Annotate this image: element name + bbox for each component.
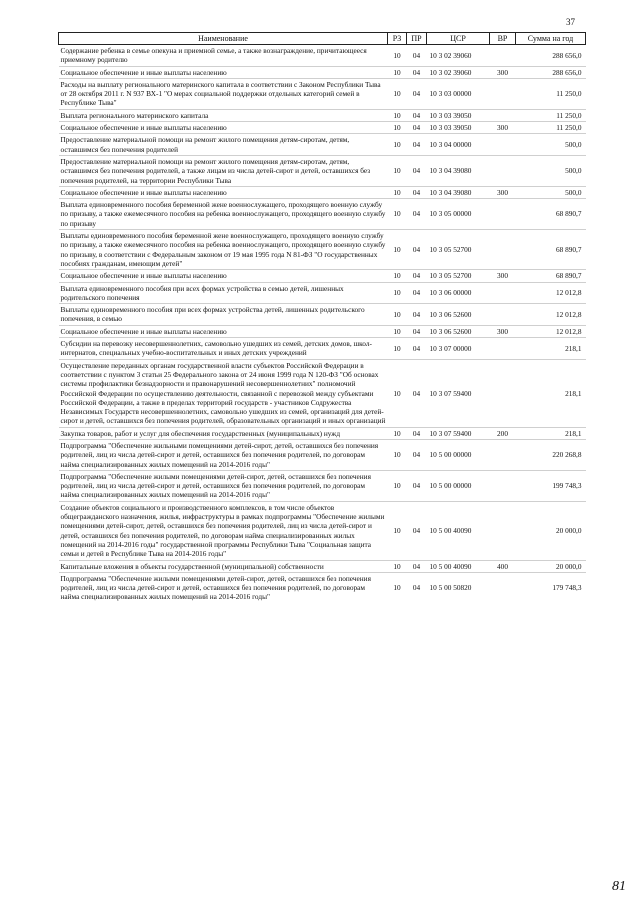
row-vr xyxy=(490,304,516,326)
header-rz: РЗ xyxy=(388,33,407,45)
row-sum: 288 656,0 xyxy=(516,66,586,78)
row-csr: 10 3 03 39050 xyxy=(427,109,490,121)
row-pr: 04 xyxy=(407,427,427,439)
row-pr: 04 xyxy=(412,50,421,60)
row-vr: 400 xyxy=(490,560,516,572)
row-rz: 10 xyxy=(388,134,407,156)
row-name: Расходы на выплату регионального материнского капитала в соответствии с Законом Республики Тыва от 28 октября 2011 г. N 937 ВХ-1 "О мерах социальной поддержки отдельных категорий семей в Республике Тыва" xyxy=(59,78,388,109)
row-pr: 04 xyxy=(407,439,427,470)
header-vr: ВР xyxy=(490,33,516,45)
row-name: Социальное обеспечение и иные выплаты населению xyxy=(59,325,388,337)
row-sum: 11 250,0 xyxy=(516,78,586,109)
row-rz: 10 xyxy=(388,427,407,439)
table-row xyxy=(59,155,586,186)
row-name: Выплата единовременного пособия беременной жене военнослужащего, проходящего военную службу по призыву, а также ежемесячного пособия на ребенка военнослужащего, проходящего военную службу по призыву xyxy=(59,199,388,230)
row-vr xyxy=(490,78,516,109)
row-vr xyxy=(490,155,516,186)
row-csr: 10 3 07 59400 xyxy=(427,427,490,439)
row-pr: 04 xyxy=(407,230,427,270)
row-vr xyxy=(490,338,516,360)
table-row xyxy=(59,304,586,326)
row-vr xyxy=(490,134,516,156)
row-rz: 10 xyxy=(388,155,407,186)
row-rz: 10 xyxy=(388,66,407,78)
row-pr: 04 xyxy=(407,109,427,121)
row-name: Выплата единовременного пособия при всех формах устройства в семью детей, лишенных родительского попечения xyxy=(59,282,388,304)
row-rz: 10 xyxy=(388,501,407,560)
row-rz: 10 xyxy=(388,439,407,470)
row-vr: 300 xyxy=(490,325,516,337)
row-rz: 10 xyxy=(388,109,407,121)
row-sum: 12 012,8 xyxy=(516,304,586,326)
row-sum: 11 250,0 xyxy=(516,122,586,134)
row-vr xyxy=(490,439,516,470)
row-name: Социальное обеспечение и иные выплаты населению xyxy=(59,122,388,134)
row-csr: 10 3 05 00000 xyxy=(427,199,490,230)
row-vr: 300 xyxy=(490,270,516,282)
row-pr: 04 xyxy=(407,199,427,230)
row-pr: 04 xyxy=(407,304,427,326)
row-csr: 10 3 04 39080 xyxy=(427,186,490,198)
row-csr: 10 3 04 39080 xyxy=(427,155,490,186)
row-csr: 10 3 04 00000 xyxy=(427,134,490,156)
row-name: Закупка товаров, работ и услуг для обеспечения государственных (муниципальных) нужд xyxy=(59,427,388,439)
row-sum: 20 000,0 xyxy=(516,501,586,560)
header-sum: Сумма на год xyxy=(516,33,586,45)
row-csr: 10 5 00 50820 xyxy=(427,572,490,602)
row-name: Социальное обеспечение и иные выплаты населению xyxy=(59,270,388,282)
row-rz: 10 xyxy=(388,122,407,134)
row-rz: 10 xyxy=(388,304,407,326)
page-number: 37 xyxy=(566,17,575,27)
row-csr: 10 3 07 00000 xyxy=(427,338,490,360)
row-name: Осуществление переданных органам государственной власти субъектов Российской Федерации в соответствии с пунктом 3 статьи 25 Федерального закона от 24 июня 1999 года N 120-ФЗ "Об основах системы профилактики безнадзорности и правонарушений несовершеннолетних" полномочий Российской Федерации по осуществлению деятельности, связанной с перевозкой между субъектами Российской Федерации, а также в пределах территорий государств - участников Содружества Независимых Государств несовершеннолетних, самовольно ушедших из семей, организаций для детей-сирот и детей, оставшихся без попечения родителей, образовательных организаций и иных организаций xyxy=(59,359,388,427)
row-pr: 04 xyxy=(407,270,427,282)
row-csr: 10 5 00 00000 xyxy=(427,470,490,501)
table-row xyxy=(59,427,586,439)
table-row xyxy=(59,199,586,230)
row-name: Создание объектов социального и производственного комплексов, в том числе объектов общегражданского назначения, жилья, инфраструктуры в рамках подпрограммы "Обеспечение жилыми помещениями детей-сирот, детей, оставшихся без попечения родителей, лиц из числа детей-сирот и детей, оставшихся без попечения родителей, по договорам найма специализированных жилых помещений на 2014-2016 годы" государственной программы Республики Тыва "Социальная защита семьи и детей в Республике Тыва на 2014-2016 годы" xyxy=(59,501,388,560)
row-pr: 04 xyxy=(407,470,427,501)
budget-table xyxy=(58,32,586,603)
row-sum: 288 656,0 xyxy=(552,50,582,60)
row-csr: 10 3 06 52600 xyxy=(427,325,490,337)
row-rz: 10 xyxy=(388,470,407,501)
table-row xyxy=(59,439,586,470)
table-row xyxy=(59,78,586,109)
row-rz: 10 xyxy=(388,78,407,109)
row-name: Предоставление материальной помощи на ремонт жилого помещения детям-сиротам, детям, оставшимся без попечения родителей, а также лицам из числа детей-сирот и детей, оставшихся без попечения родителей, на территории Республики Тыва xyxy=(59,155,388,186)
header-csr: ЦСР xyxy=(427,33,490,45)
header-pr: ПР xyxy=(407,33,427,45)
row-name: Выплаты единовременного пособия беременной жене военнослужащего, проходящего военную службу по призыву, а также ежемесячного пособия на ребенка военнослужащего, проходящего военную службу по призыву, в соответствии с Федеральным законом от 19 мая 1995 года N 81-ФЗ "О государственных пособиях гражданам, имеющим детей" xyxy=(59,230,388,270)
row-sum: 12 012,8 xyxy=(516,282,586,304)
row-sum: 179 748,3 xyxy=(516,572,586,602)
row-vr: 200 xyxy=(490,427,516,439)
row-name: Капитальные вложения в объекты государственной (муниципальной) собственности xyxy=(59,560,388,572)
row-name: Подпрограмма "Обеспечение жилыми помещениями детей-сирот, детей, оставшихся без попечения родителей, лиц из числа детей-сирот и детей, оставшихся без попечения родителей, по договорам найма специализированных жилых помещений на 2014-2016 годы" xyxy=(59,572,388,602)
row-sum: 199 748,3 xyxy=(516,470,586,501)
row-vr xyxy=(490,282,516,304)
row-pr: 04 xyxy=(407,66,427,78)
row-csr: 10 3 03 00000 xyxy=(427,78,490,109)
table-row xyxy=(59,109,586,121)
row-vr xyxy=(490,359,516,427)
row-name: Подпрограмма "Обеспечение жилыми помещениями детей-сирот, детей, оставшихся без попечения родителей, лиц из числа детей-сирот и детей, оставшихся без попечения родителей, по договорам найма специализированных жилых помещений на 2014-2016 годы" xyxy=(59,470,388,501)
row-sum: 218,1 xyxy=(516,359,586,427)
row-rz: 10 xyxy=(388,359,407,427)
table-row xyxy=(59,359,586,427)
row-vr xyxy=(490,230,516,270)
row-csr: 10 3 02 39060 xyxy=(427,66,490,78)
row-rz: 10 xyxy=(388,186,407,198)
table-body xyxy=(59,45,586,603)
row-vr xyxy=(490,199,516,230)
table-row xyxy=(59,282,586,304)
handwritten-page-mark: 81 xyxy=(612,879,626,894)
row-pr: 04 xyxy=(407,186,427,198)
row-vr: 300 xyxy=(490,186,516,198)
row-sum: 68 890,7 xyxy=(516,270,586,282)
row-pr: 04 xyxy=(407,122,427,134)
row-rz: 10 xyxy=(388,338,407,360)
row-pr: 04 xyxy=(407,78,427,109)
row-rz: 10 xyxy=(388,230,407,270)
row-csr: 10 3 06 00000 xyxy=(427,282,490,304)
table-row xyxy=(59,325,586,337)
row-rz: 10 xyxy=(388,270,407,282)
row-sum: 68 890,7 xyxy=(516,199,586,230)
row-sum: 20 000,0 xyxy=(516,560,586,572)
row-csr: 10 5 00 40090 xyxy=(427,560,490,572)
row-pr: 04 xyxy=(407,359,427,427)
row-csr: 10 3 05 52700 xyxy=(427,270,490,282)
row-csr: 10 3 07 59400 xyxy=(427,359,490,427)
row-name: Субсидии на перевозку несовершеннолетних, самовольно ушедших из семей, детских домов, школ-интернатов, специальных учебно-воспитательных и иных детских учреждений xyxy=(59,338,388,360)
row-csr: 10 5 00 40090 xyxy=(427,501,490,560)
table-row xyxy=(59,186,586,198)
row-sum: 68 890,7 xyxy=(516,230,586,270)
row-pr: 04 xyxy=(407,572,427,602)
row-name: Выплаты единовременного пособия при всех формах устройства детей, лишенных родительского попечения, в семью xyxy=(59,304,388,326)
row-vr xyxy=(490,45,516,67)
row-vr: 300 xyxy=(490,122,516,134)
row-vr xyxy=(490,470,516,501)
row-name: Социальное обеспечение и иные выплаты населению xyxy=(59,66,388,78)
row-sum: 500,0 xyxy=(516,134,586,156)
row-csr: 10 3 06 52600 xyxy=(427,304,490,326)
row-name: Подпрограмма "Обеспечение жильными помещениями детей-сирот, детей, оставшихся без попечения родителей, лиц из числа детей-сирот и детей, оставшихся без попечения родителей, по договорам найма специализированных жилых помещений на 2014-2016 годы" xyxy=(59,439,388,470)
row-pr: 04 xyxy=(407,325,427,337)
row-rz: 10 xyxy=(388,560,407,572)
row-pr: 04 xyxy=(407,338,427,360)
table-row xyxy=(59,45,586,67)
table-row xyxy=(59,66,586,78)
row-csr: 10 3 02 39060 xyxy=(429,50,472,60)
row-rz: 10 xyxy=(388,325,407,337)
row-vr xyxy=(490,572,516,602)
table-row xyxy=(59,338,586,360)
table-row xyxy=(59,572,586,602)
row-name: Предоставление материальной помощи на ремонт жилого помещения детям-сиротам, детям, оставшимся без попечения родителей xyxy=(59,134,388,156)
table-row xyxy=(59,134,586,156)
row-pr: 04 xyxy=(407,282,427,304)
row-vr xyxy=(490,501,516,560)
row-sum: 11 250,0 xyxy=(516,109,586,121)
row-sum: 500,0 xyxy=(516,186,586,198)
row-pr: 04 xyxy=(407,501,427,560)
row-pr: 04 xyxy=(407,560,427,572)
row-vr: 300 xyxy=(490,66,516,78)
table-row xyxy=(59,122,586,134)
row-name: Выплата регионального материнского капитала xyxy=(59,109,388,121)
row-pr: 04 xyxy=(407,155,427,186)
row-csr: 10 3 03 39050 xyxy=(427,122,490,134)
table-row xyxy=(59,470,586,501)
row-sum: 12 012,8 xyxy=(516,325,586,337)
table-row xyxy=(59,230,586,270)
row-sum: 500,0 xyxy=(516,155,586,186)
row-sum: 220 268,8 xyxy=(516,439,586,470)
table-row xyxy=(59,560,586,572)
row-pr: 04 xyxy=(407,134,427,156)
row-sum: 218,1 xyxy=(516,338,586,360)
row-csr: 10 3 05 52700 xyxy=(427,230,490,270)
row-name: Содержание ребенка в семье опекуна и приемной семье, а также вознаграждение, причитающееся приемному родителю xyxy=(60,46,367,65)
row-sum: 218,1 xyxy=(516,427,586,439)
row-rz: 10 xyxy=(388,282,407,304)
row-rz: 10 xyxy=(388,199,407,230)
table-header-row xyxy=(59,33,586,45)
row-rz: 10 xyxy=(393,50,401,60)
table-row xyxy=(59,501,586,560)
row-csr: 10 5 00 00000 xyxy=(427,439,490,470)
row-name: Социальное обеспечение и иные выплаты населению xyxy=(59,186,388,198)
row-rz: 10 xyxy=(388,572,407,602)
row-vr xyxy=(490,109,516,121)
table-row xyxy=(59,270,586,282)
header-name: Наименование xyxy=(59,33,388,45)
